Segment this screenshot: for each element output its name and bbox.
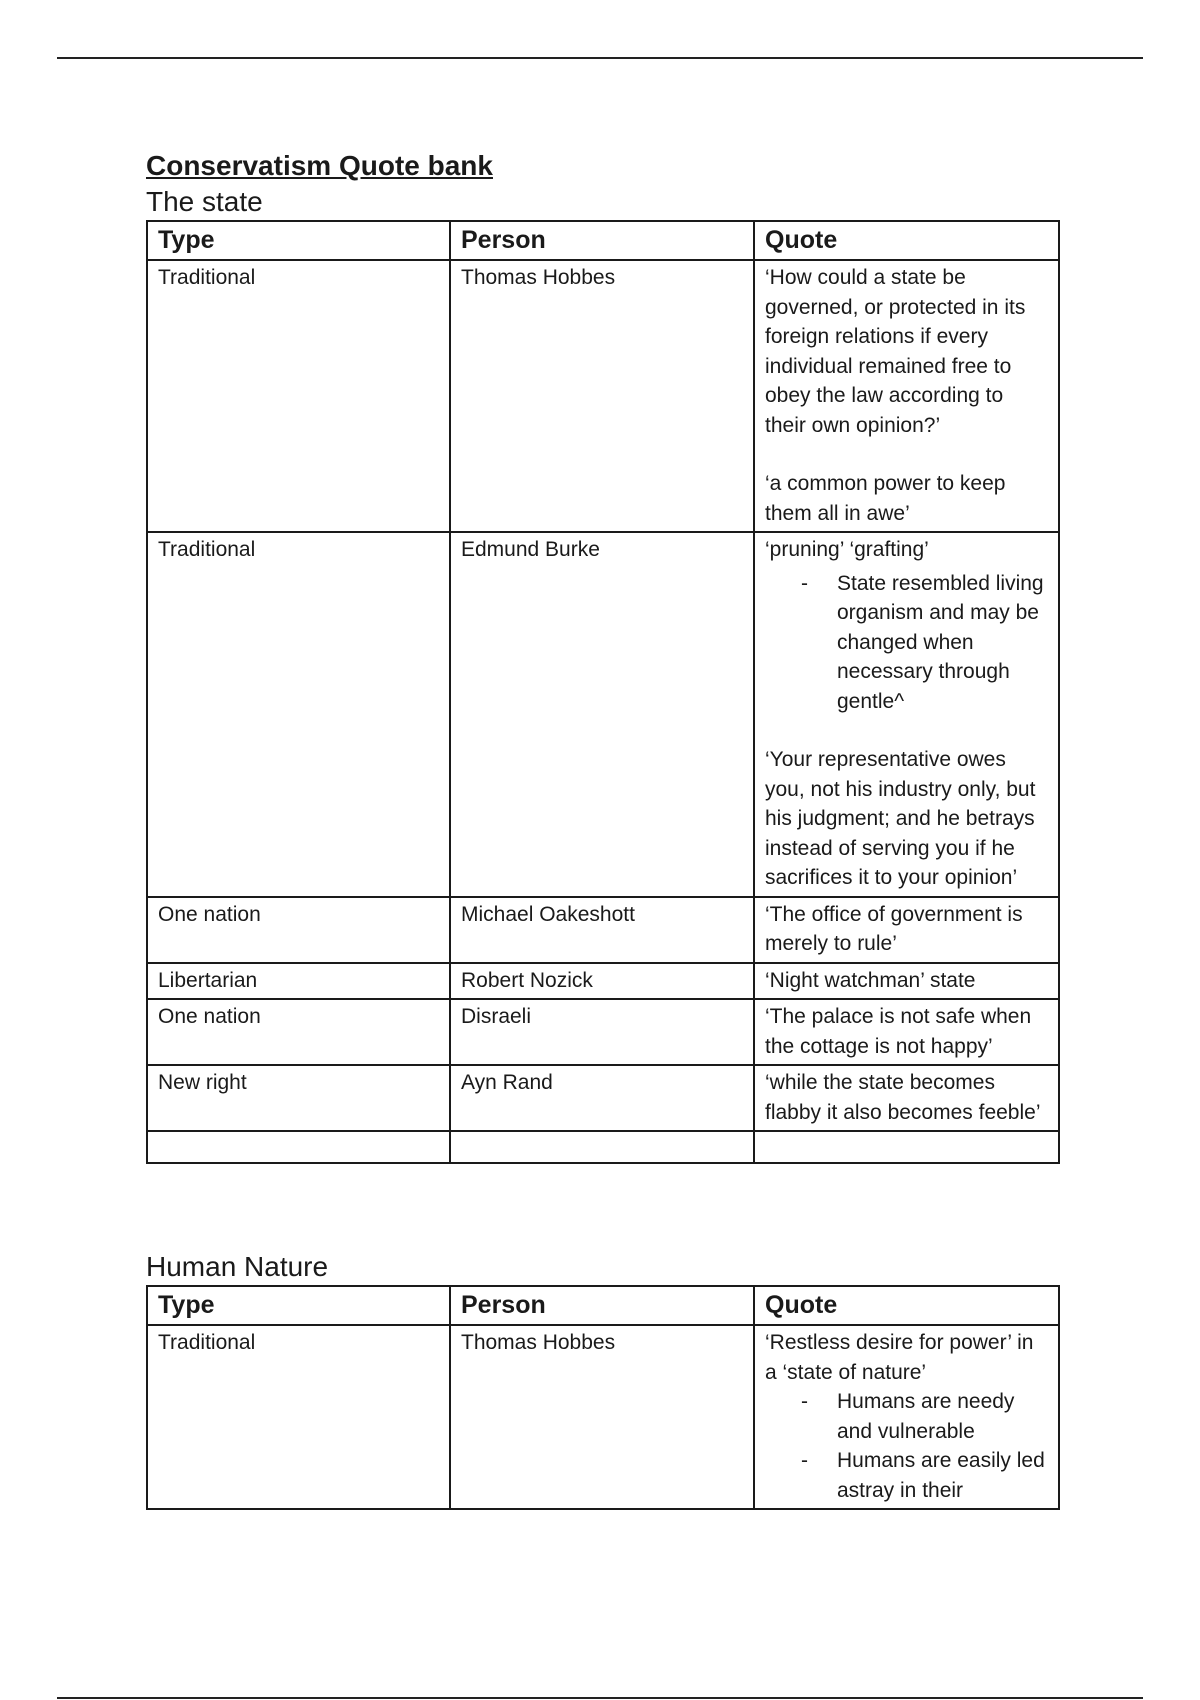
table-row [147, 1325, 1059, 1509]
type-cell: One nation [147, 999, 450, 1065]
person-cell: Disraeli [450, 999, 754, 1065]
quote-cell [754, 999, 1059, 1065]
quote-cell [754, 1131, 1059, 1163]
column-header-quote: Quote [754, 221, 1059, 260]
quote-text: ‘How could a state be governed, or protected in its foreign relations if every individual remained free to obey the law according to their own opinion?’ [765, 266, 1026, 437]
quote-cell [754, 963, 1059, 1000]
section-heading-state: The state [146, 186, 263, 217]
quote-note: - Humans are needy and vulnerable [837, 1387, 1048, 1446]
quote-text: ‘Night watchman’ state [765, 968, 976, 992]
table-row [147, 532, 1059, 897]
quote-notes-list [765, 569, 1048, 717]
column-header-person: Person [450, 221, 754, 260]
section-heading-human-nature: Human Nature [146, 1251, 329, 1282]
person-cell: Edmund Burke [450, 532, 754, 897]
quote-text: ‘Your representative owes you, not his industry only, but his judgment; and he betrays instead of serving you if he sacrifices it to your opinion’ [765, 748, 1036, 889]
quote-text: ‘The office of government is merely to rule’ [765, 902, 1023, 955]
person-cell: Robert Nozick [450, 963, 754, 1000]
header-rule [57, 57, 1143, 59]
person-cell: Ayn Rand [450, 1065, 754, 1131]
person-cell: Thomas Hobbes [450, 260, 754, 532]
table-row [147, 999, 1059, 1065]
quote-text: ‘pruning’ ‘grafting’ [765, 538, 929, 561]
table-header-row [147, 221, 1059, 260]
human-nature-quote-table [146, 1285, 1060, 1510]
type-cell: Traditional [147, 260, 450, 532]
quote-cell [754, 1065, 1059, 1131]
column-header-type: Type [147, 221, 450, 260]
type-cell [147, 1131, 450, 1163]
type-cell: New right [147, 1065, 450, 1131]
document-title: Conservatism Quote bank [146, 150, 493, 181]
column-header-person: Person [450, 1286, 754, 1325]
empty-table-row [147, 1131, 1059, 1163]
person-cell: Michael Oakeshott [450, 897, 754, 963]
column-header-type: Type [147, 1286, 450, 1325]
person-cell: Thomas Hobbes [450, 1325, 754, 1509]
type-cell: Libertarian [147, 963, 450, 1000]
state-quote-table [146, 220, 1060, 1164]
type-cell: Traditional [147, 1325, 450, 1509]
type-cell: One nation [147, 897, 450, 963]
table-row [147, 963, 1059, 1000]
quote-cell [754, 897, 1059, 963]
type-cell: Traditional [147, 532, 450, 897]
table-row [147, 1065, 1059, 1131]
table-row [147, 260, 1059, 532]
quote-note: - State resembled living organism and may be changed when necessary through gentle^ [837, 569, 1048, 717]
footer-rule [57, 1697, 1143, 1699]
quote-text: ‘Restless desire for power’ in a ‘state of nature’ [765, 1331, 1034, 1384]
quote-notes-list [765, 1387, 1048, 1505]
quote-cell [754, 532, 1059, 897]
quote-cell [754, 260, 1059, 532]
person-cell [450, 1131, 754, 1163]
quote-text: ‘The palace is not safe when the cottage is not happy’ [765, 1005, 1032, 1058]
document-body [146, 148, 1058, 1510]
table-row [147, 897, 1059, 963]
quote-note: - Humans are easily led astray in their [837, 1446, 1048, 1505]
quote-text: ‘a common power to keep them all in awe’ [765, 472, 1006, 525]
column-header-quote: Quote [754, 1286, 1059, 1325]
quote-cell [754, 1325, 1059, 1509]
quote-text: ‘while the state becomes flabby it also becomes feeble’ [765, 1071, 1041, 1124]
table-header-row [147, 1286, 1059, 1325]
